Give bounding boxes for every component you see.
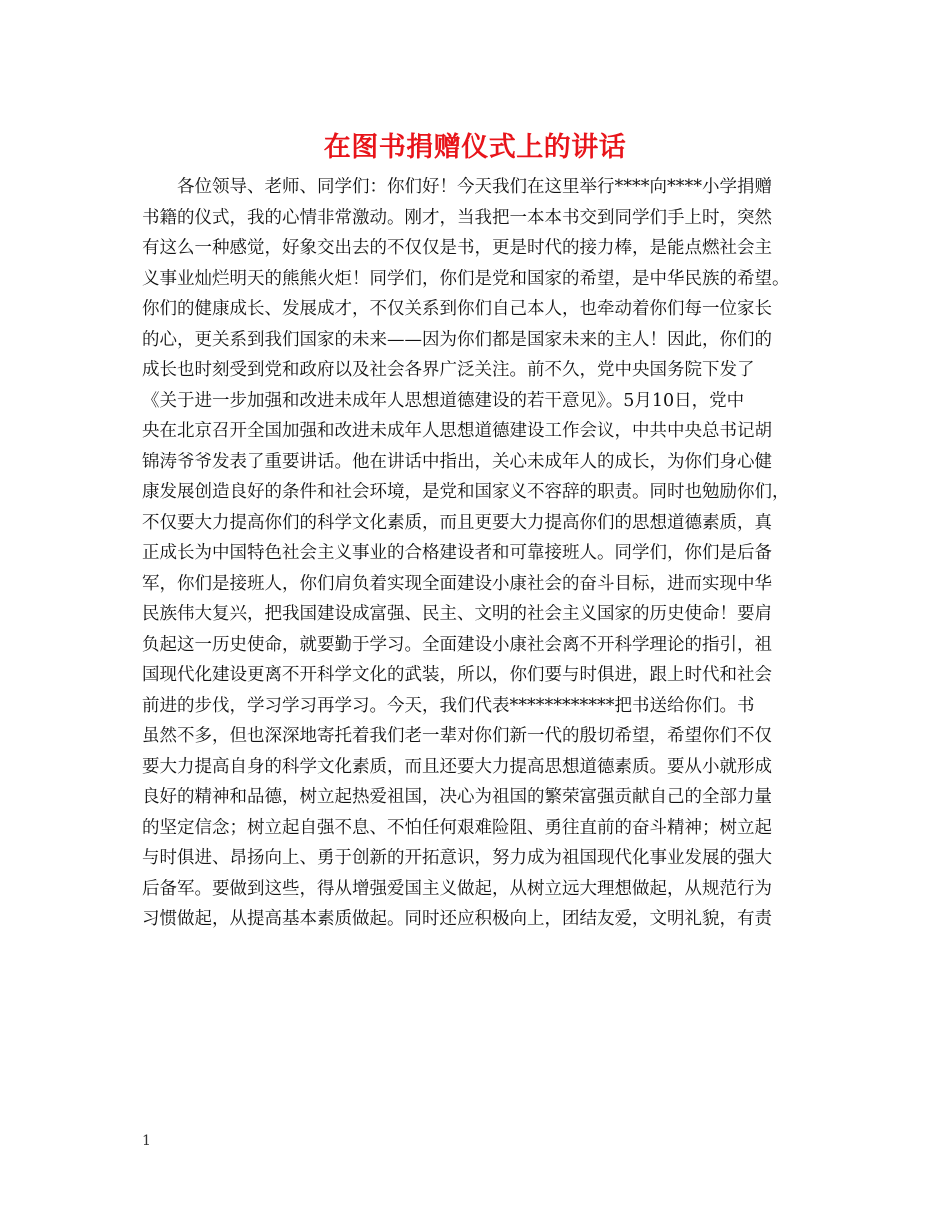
text-line-5: 你们的健康成长、发展成才，不仅关系到你们自己本人，也牵动着你们每一位家长 [142,299,772,319]
text-line-21: 良好的精神和品德，树立起热爱祖国，决心为祖国的繁荣富强贡献自己的全部力量 [142,787,772,807]
text-line-2: 书籍的仪式，我的心情非常激动。刚才，当我把一本本书交到同学们手上时，突然 [142,207,772,228]
text-line-3: 有这么一种感觉，好象交出去的不仅仅是书，更是时代的接力棒，是能点燃社会主 [142,238,772,258]
text-line-25: 习惯做起，从提高基本素质做起。同时还应积极向上，团结友爱，文明礼貌，有责 [142,909,772,929]
text-line-8: 《关于进一步加强和改进未成年人思想道德建设的若干意见》。5月10日，党中 [142,390,745,411]
text-line-22: 的坚定信念；树立起自强不息、不怕任何艰难险阻、勇往直前的奋斗精神；树立起 [142,817,772,838]
text-line-16: 负起这一历史使命，就要勤于学习。全面建设小康社会离不开科学理论的指引，祖 [142,634,772,655]
text-line-24: 后备军。要做到这些，得从增强爱国主义做起，从树立远大理想做起，从规范行为 [142,878,772,899]
text-line-12: 不仅要大力提高你们的科学文化素质，而且更要大力提高你们的思想道德素质，真 [142,512,772,533]
text-line-17: 国现代化建设更离不开科学文化的武装，所以，你们要与时俱进，跟上时代和社会 [142,665,772,685]
text-line-20: 要大力提高自身的科学文化素质，而且还要大力提高思想道德素质。要从小就形成 [142,756,772,777]
text-line-11: 康发展创造良好的条件和社会环境，是党和国家义不容辞的职责。同时也勉励你们， [142,482,790,502]
text-line-23: 与时俱进、昂扬向上、勇于创新的开拓意识，努力成为祖国现代化事业发展的强大 [142,848,772,868]
page-title: 在图书捐赠仪式上的讲话 [323,132,627,163]
speech-body [142,172,807,935]
page-number: 1 [142,1133,151,1149]
text-line-18: 前进的步伐，学习学习再学习。今天，我们代表************把书送给你们。书 [142,695,755,716]
text-line-7: 成长也时刻受到党和政府以及社会各界广泛关注。前不久，党中央国务院下发了 [142,360,755,380]
text-line-13: 正成长为中国特色社会主义事业的合格建设者和可靠接班人。同学们，你们是后备 [142,543,772,563]
text-line-10: 锦涛爷爷发表了重要讲话。他在讲话中指出，关心未成年人的成长，为你们身心健 [142,451,772,472]
text-line-1: 各位领导、老师、同学们：你们好！今天我们在这里举行****向****小学捐赠 [177,177,772,197]
text-line-6: 的心，更关系到我们国家的未来——因为你们都是国家未来的主人！因此，你们的 [142,329,772,350]
text-line-14: 军，你们是接班人，你们肩负着实现全面建设小康社会的奋斗目标，进而实现中华 [142,573,772,594]
text-line-15: 民族伟大复兴，把我国建设成富强、民主、文明的社会主义国家的历史使命！要肩 [142,604,772,624]
text-line-4: 义事业灿烂明天的熊熊火炬！同学们，你们是党和国家的希望，是中华民族的希望。 [142,268,790,289]
text-line-19: 虽然不多，但也深深地寄托着我们老一辈对你们新一代的殷切希望，希望你们不仅 [142,726,772,746]
text-line-9: 央在北京召开全国加强和改进未成年人思想道德建设工作会议，中共中央总书记胡 [142,421,772,441]
